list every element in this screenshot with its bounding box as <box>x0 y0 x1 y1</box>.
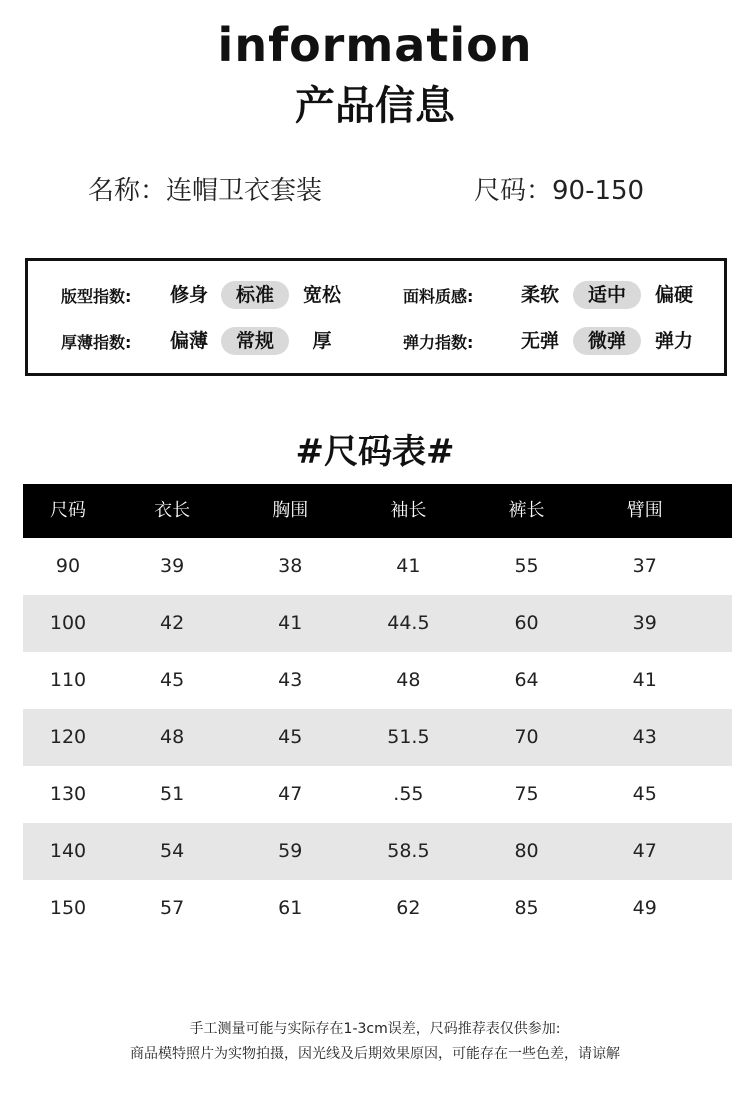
spec-option-fabric-medium: 适中 <box>573 281 641 309</box>
header-cell-length: 衣长 <box>154 500 191 521</box>
table-cell: 58.5 <box>387 840 430 862</box>
table-cell: 60 <box>514 612 539 634</box>
table-cell: 38 <box>278 555 303 577</box>
spec-option-thickness-regular: 常规 <box>221 327 289 355</box>
spec-option-thickness-thick: 厚 <box>312 330 332 352</box>
note-measurement: 手工测量可能与实际存在1-3cm误差，尺码推荐表仅供参加: <box>189 1021 561 1037</box>
table-cell: 59 <box>278 840 303 862</box>
table-cell: 150 <box>49 897 87 919</box>
size-chart-title: #尺码表# <box>295 432 455 472</box>
size-table <box>23 484 732 937</box>
spec-row <box>28 327 724 357</box>
table-cell: 48 <box>396 669 421 691</box>
spec-label-elasticity: 弹力指数: <box>403 333 474 352</box>
table-cell: 49 <box>632 897 657 919</box>
spec-option-elasticity-none: 无弹 <box>520 330 559 352</box>
table-cell: 61 <box>278 897 303 919</box>
spec-option-fabric-soft: 柔软 <box>520 284 559 306</box>
table-cell: 120 <box>49 726 87 748</box>
table-body <box>23 538 732 937</box>
table-cell: 130 <box>49 783 87 805</box>
table-cell: 57 <box>159 897 185 919</box>
table-cell: 85 <box>514 897 539 919</box>
table-cell: 47 <box>632 840 657 862</box>
table-cell: 90 <box>55 555 81 577</box>
spec-row <box>28 281 724 311</box>
table-cell: 51 <box>159 783 185 805</box>
table-cell: 41 <box>278 612 303 634</box>
title-chinese: 产品信息 <box>295 83 455 129</box>
spec-option-fit-loose: 宽松 <box>302 284 341 306</box>
table-cell: 54 <box>159 840 185 862</box>
table-cell: 45 <box>632 783 657 805</box>
table-cell: 100 <box>49 612 87 634</box>
spec-option-fabric-firm: 偏硬 <box>654 284 693 306</box>
table-cell: 80 <box>514 840 539 862</box>
table-row <box>23 823 732 880</box>
spec-option-thickness-thin: 偏薄 <box>169 330 208 352</box>
table-cell: 44.5 <box>387 612 430 634</box>
table-row <box>23 880 732 937</box>
table-cell: 43 <box>632 726 657 748</box>
table-row <box>23 538 732 595</box>
header-cell-pants-length: 裤长 <box>508 500 545 521</box>
header-cell-chest: 胸围 <box>272 500 309 521</box>
table-cell: 51.5 <box>387 726 430 748</box>
table-cell: 39 <box>632 612 657 634</box>
table-cell: 140 <box>49 840 87 862</box>
table-cell: 42 <box>159 612 185 634</box>
spec-option-fit-standard: 标准 <box>221 281 289 309</box>
product-name: 名称：连帽卫衣套装 <box>88 176 323 206</box>
header-cell-sleeve: 袖长 <box>390 500 427 521</box>
header-cell-arm: 臂围 <box>626 500 663 521</box>
table-cell: 47 <box>278 783 303 805</box>
table-cell: 45 <box>159 669 185 691</box>
table-row <box>23 652 732 709</box>
table-header <box>23 484 732 538</box>
table-cell: 64 <box>514 669 539 691</box>
table-cell: 48 <box>159 726 185 748</box>
header-cell-size: 尺码 <box>50 500 86 521</box>
table-cell: 37 <box>632 555 657 577</box>
spec-label-fabric: 面料质感: <box>403 287 474 306</box>
spec-option-elasticity-stretch: 弹力 <box>654 330 693 352</box>
spec-option-elasticity-slight: 微弹 <box>573 327 641 355</box>
table-row <box>23 709 732 766</box>
table-row <box>23 766 732 823</box>
spec-box <box>25 258 727 376</box>
table-cell: 62 <box>396 897 421 919</box>
note-color-difference: 商品模特照片为实物拍摄，因光线及后期效果原因，可能存在一些色差，请谅解 <box>130 1046 620 1062</box>
table-cell: 45 <box>278 726 303 748</box>
table-cell: 39 <box>159 555 185 577</box>
table-cell: 55 <box>514 555 539 577</box>
table-cell: .55 <box>393 783 424 805</box>
table-cell: 43 <box>278 669 303 691</box>
table-cell: 41 <box>632 669 657 691</box>
spec-option-fit-slim: 修身 <box>169 284 208 306</box>
product-size-range: 尺码：90-150 <box>474 176 645 206</box>
spec-label-thickness: 厚薄指数: <box>61 333 132 352</box>
table-cell: 41 <box>396 555 421 577</box>
spec-label-fit: 版型指数: <box>61 287 132 306</box>
table-cell: 110 <box>49 669 87 691</box>
table-cell: 70 <box>514 726 539 748</box>
title-english: information <box>217 18 533 72</box>
table-cell: 75 <box>514 783 539 805</box>
table-row <box>23 595 732 652</box>
